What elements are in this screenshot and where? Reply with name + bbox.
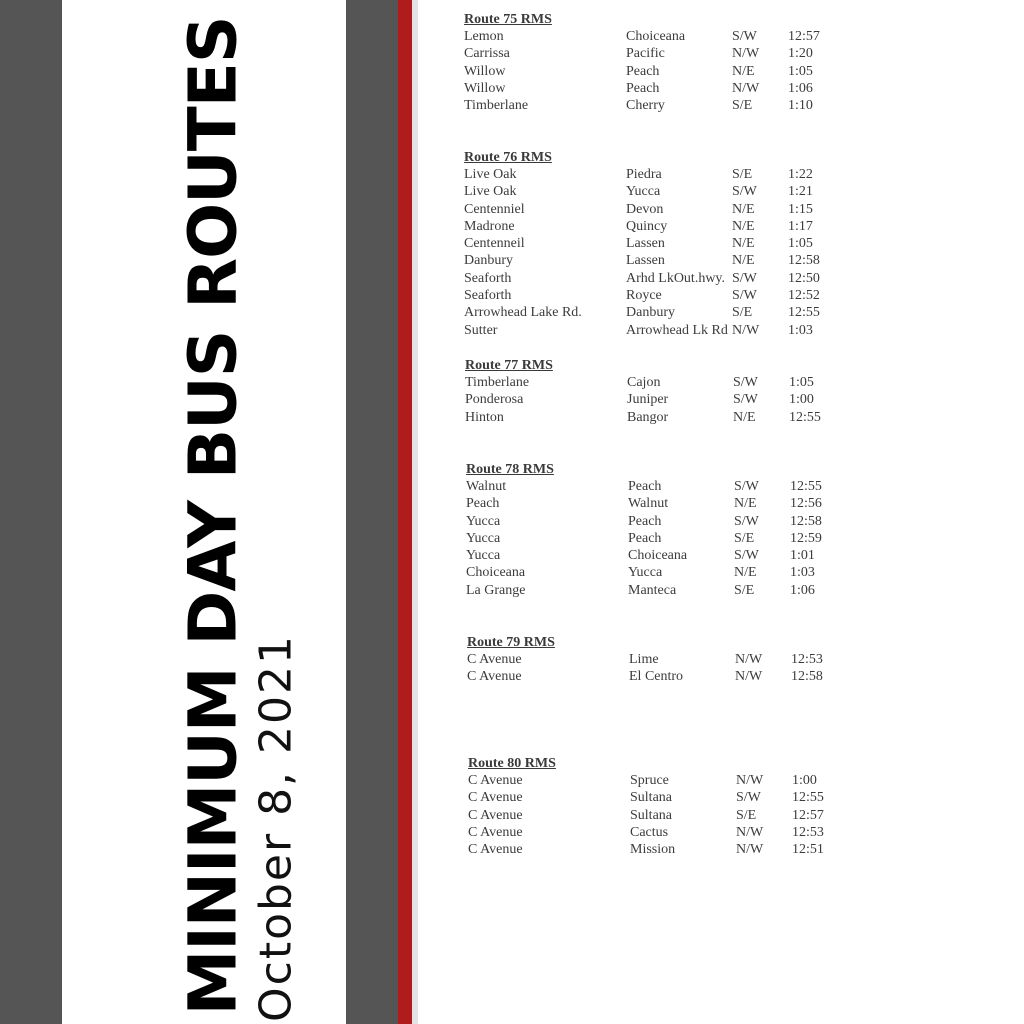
stop-corner: S/W <box>734 479 759 494</box>
stop-cross-street: Royce <box>626 288 662 304</box>
stop-street: Hinton <box>465 409 504 425</box>
stop-street: Carrissa <box>464 46 510 62</box>
stop-row <box>466 530 822 547</box>
stop-cross-street: Peach <box>626 63 660 79</box>
stop-corner: S/W <box>732 288 757 304</box>
stop-time: 12:58 <box>790 513 822 529</box>
stop-corner: S/E <box>734 530 755 546</box>
stop-row <box>466 582 815 599</box>
route-title: Route 80 RMS <box>468 756 556 771</box>
stop-corner: N/W <box>732 46 760 62</box>
stop-row <box>464 252 820 269</box>
stop-row <box>466 547 815 564</box>
stop-cross-street: Spruce <box>630 773 669 788</box>
stop-time: 12:57 <box>792 807 824 823</box>
stop-corner: N/W <box>736 824 764 840</box>
stop-cross-street: Choiceana <box>626 29 686 44</box>
stop-cross-street: Arhd LkOut.hwy. <box>626 270 726 286</box>
stop-row <box>464 287 820 304</box>
stop-corner: N/E <box>733 409 756 425</box>
stop-corner: N/E <box>732 236 755 252</box>
stop-time: 1:00 <box>789 392 814 408</box>
stop-street: Centenniel <box>464 201 525 217</box>
stop-time: 1:22 <box>788 167 813 182</box>
page-date: October 8, 2021 <box>250 633 302 1023</box>
stop-street: Willow <box>464 80 506 96</box>
route-title: Route 76 RMS <box>464 150 552 165</box>
stop-row <box>464 45 813 62</box>
left-gray-bar <box>0 0 62 1024</box>
route-block <box>466 461 822 599</box>
stop-cross-street: Lassen <box>626 236 665 252</box>
page-title: MINIMUM DAY BUS ROUTES <box>174 16 252 1016</box>
stop-row <box>464 166 813 183</box>
stop-street: La Grange <box>466 582 526 598</box>
stop-row <box>464 322 813 339</box>
stop-cross-street: Mission <box>630 842 676 858</box>
stop-row <box>467 651 823 668</box>
stop-time: 12:55 <box>790 479 822 494</box>
stop-row <box>466 495 822 512</box>
stop-street: Lemon <box>464 29 504 44</box>
stop-cross-street: Cactus <box>630 824 669 840</box>
stop-time: 1:21 <box>788 184 813 200</box>
stop-row <box>464 63 813 80</box>
stop-time: 12:53 <box>791 652 823 667</box>
stop-row <box>468 789 824 806</box>
stop-corner: S/E <box>732 305 753 321</box>
stop-cross-street: Peach <box>626 80 660 96</box>
stop-street: Danbury <box>464 253 513 269</box>
stop-time: 1:06 <box>790 582 815 598</box>
stop-time: 1:17 <box>788 218 813 234</box>
stop-time: 1:03 <box>790 565 815 581</box>
stop-cross-street: Cajon <box>627 375 661 390</box>
stop-row <box>466 478 822 495</box>
stop-cross-street: Sultana <box>630 790 672 806</box>
route-block <box>467 634 823 686</box>
stop-corner: N/E <box>734 565 757 581</box>
stop-street: Seaforth <box>464 288 512 304</box>
stop-corner: S/E <box>732 98 753 114</box>
stop-cross-street: Piedra <box>626 167 662 182</box>
stop-cross-street: Manteca <box>628 582 677 598</box>
stop-time: 1:06 <box>788 80 813 96</box>
stop-street: C Avenue <box>468 807 523 823</box>
route-title: Route 79 RMS <box>467 635 555 650</box>
stop-time: 12:58 <box>788 253 820 269</box>
stop-row <box>468 824 824 841</box>
stop-street: Yucca <box>466 530 501 546</box>
route-title: Route 75 RMS <box>464 12 552 27</box>
stop-corner: S/W <box>734 548 759 564</box>
stop-time: 12:53 <box>792 824 824 840</box>
stop-corner: S/E <box>732 167 753 182</box>
stop-street: Yucca <box>466 513 501 529</box>
stop-cross-street: Choiceana <box>628 548 688 564</box>
stop-street: Seaforth <box>464 270 512 286</box>
stop-cross-street: Peach <box>628 530 662 546</box>
stop-time: 1:05 <box>789 375 814 390</box>
stop-corner: S/E <box>734 582 755 598</box>
stop-corner: N/E <box>732 201 755 217</box>
stop-row <box>466 513 822 530</box>
stop-cross-street: Lime <box>629 652 659 667</box>
stop-street: C Avenue <box>467 669 522 685</box>
route-block <box>468 755 824 858</box>
stop-cross-street: Pacific <box>626 46 665 62</box>
stop-row <box>464 183 813 200</box>
stop-time: 12:55 <box>792 790 824 806</box>
stop-cross-street: Yucca <box>626 184 661 200</box>
stop-cross-street: Juniper <box>627 392 669 408</box>
stop-cross-street: Arrowhead Lk Rd <box>626 322 728 338</box>
stop-corner: N/E <box>732 63 755 79</box>
stop-row <box>464 28 820 45</box>
stop-corner: N/E <box>734 496 757 512</box>
stop-cross-street: Danbury <box>626 305 675 321</box>
stop-corner: N/W <box>735 652 763 667</box>
stop-street: Yucca <box>466 548 501 564</box>
stop-row <box>465 391 814 408</box>
stop-time: 12:56 <box>790 496 822 512</box>
stop-row <box>464 80 813 97</box>
stop-street: Willow <box>464 63 506 79</box>
stop-corner: N/W <box>735 669 763 685</box>
stop-corner: S/W <box>736 790 761 806</box>
stop-cross-street: Bangor <box>627 409 669 425</box>
stop-corner: N/W <box>736 773 764 788</box>
stop-cross-street: Sultana <box>630 807 672 823</box>
stop-corner: S/E <box>736 807 757 823</box>
stop-time: 1:03 <box>788 322 813 338</box>
stop-street: Timberlane <box>465 375 530 390</box>
middle-gray-bar <box>346 0 398 1024</box>
stop-time: 12:51 <box>792 842 824 858</box>
stop-time: 1:15 <box>788 201 813 217</box>
document-edge <box>412 0 418 1024</box>
stop-row <box>464 270 820 287</box>
route-block <box>464 149 820 339</box>
stop-corner: S/W <box>733 392 758 408</box>
stop-street: Centenneil <box>464 236 525 252</box>
stop-cross-street: Yucca <box>628 565 663 581</box>
stop-row <box>468 772 817 789</box>
stop-street: Arrowhead Lake Rd. <box>464 305 582 321</box>
stop-corner: N/W <box>732 80 760 96</box>
route-title: Route 77 RMS <box>465 358 553 373</box>
stop-street: C Avenue <box>468 790 523 806</box>
route-block <box>465 357 821 426</box>
stop-street: C Avenue <box>468 773 523 788</box>
stop-street: Live Oak <box>464 167 517 182</box>
stop-street: C Avenue <box>468 824 523 840</box>
stop-corner: S/W <box>733 375 758 390</box>
stop-time: 12:55 <box>789 409 821 425</box>
route-block <box>464 11 820 114</box>
stop-row <box>464 218 813 235</box>
stop-time: 12:55 <box>788 305 820 321</box>
stop-time: 1:20 <box>788 46 813 62</box>
stop-corner: S/W <box>732 270 757 286</box>
stop-row <box>464 97 813 114</box>
stop-time: 1:05 <box>788 63 813 79</box>
stop-cross-street: Lassen <box>626 253 665 269</box>
stop-cross-street: El Centro <box>629 669 684 685</box>
stop-street: Choiceana <box>466 565 526 581</box>
stop-time: 12:50 <box>788 270 820 286</box>
stop-time: 12:57 <box>788 29 820 44</box>
stop-corner: N/E <box>732 218 755 234</box>
stop-row <box>464 235 813 252</box>
stop-cross-street: Walnut <box>628 496 669 512</box>
stop-row <box>467 668 823 685</box>
stop-cross-street: Devon <box>626 201 664 217</box>
stop-time: 1:10 <box>788 98 813 114</box>
stop-row <box>464 304 820 321</box>
red-divider-bar <box>398 0 412 1024</box>
stop-row <box>465 374 814 391</box>
stop-row <box>468 841 824 858</box>
stop-corner: N/W <box>736 842 764 858</box>
route-title: Route 78 RMS <box>466 462 554 477</box>
stop-time: 12:59 <box>790 530 822 546</box>
stop-corner: S/W <box>732 184 757 200</box>
stop-time: 1:01 <box>790 548 815 564</box>
stop-row <box>468 807 824 824</box>
stop-corner: S/W <box>732 29 757 44</box>
stop-street: Peach <box>466 496 500 512</box>
stop-time: 1:05 <box>788 236 813 252</box>
stop-cross-street: Peach <box>628 513 662 529</box>
stop-street: Sutter <box>464 322 498 338</box>
stop-street: C Avenue <box>468 842 523 858</box>
stop-row <box>465 409 821 426</box>
stop-street: Timberlane <box>464 98 529 114</box>
stop-street: Walnut <box>466 479 507 494</box>
stop-cross-street: Cherry <box>626 98 665 114</box>
stop-street: C Avenue <box>467 652 522 667</box>
stop-row <box>464 201 813 218</box>
stop-corner: S/W <box>734 513 759 529</box>
route-document <box>420 0 1024 1024</box>
stop-cross-street: Quincy <box>626 218 668 234</box>
stop-corner: N/E <box>732 253 755 269</box>
stop-street: Madrone <box>464 218 515 234</box>
stop-row <box>466 564 815 581</box>
stop-time: 1:00 <box>792 773 817 788</box>
stop-time: 12:58 <box>791 669 823 685</box>
stop-time: 12:52 <box>788 288 820 304</box>
stop-corner: N/W <box>732 322 760 338</box>
stop-street: Ponderosa <box>465 392 524 408</box>
stop-cross-street: Peach <box>628 479 662 494</box>
stop-street: Live Oak <box>464 184 517 200</box>
